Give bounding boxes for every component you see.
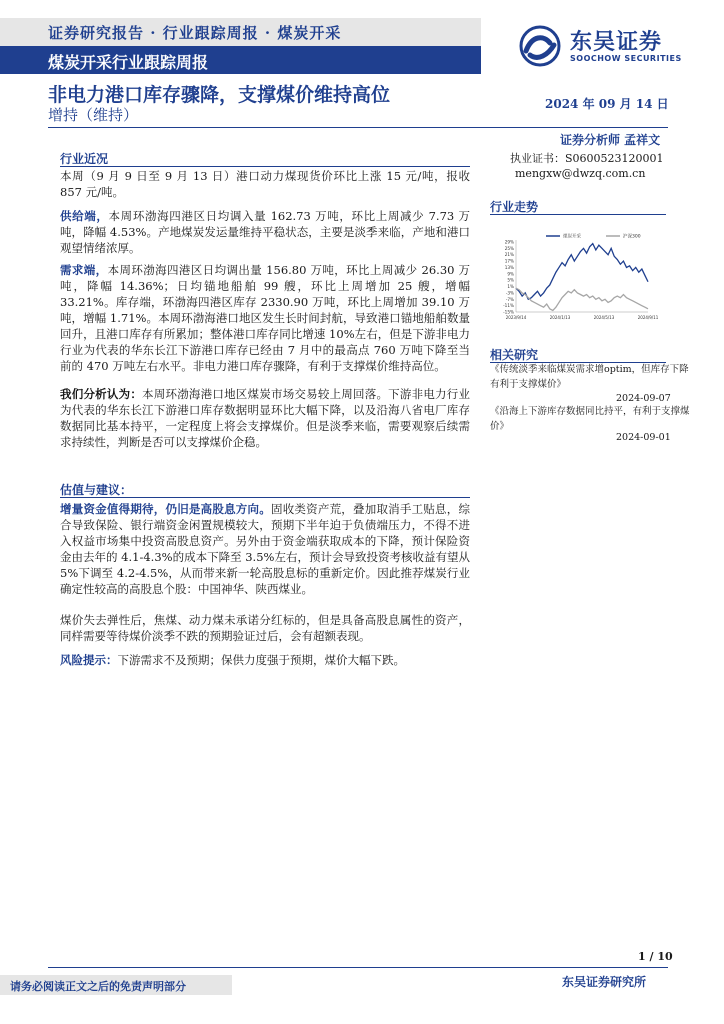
rating: 增持（维持）	[48, 106, 139, 124]
analysis-paragraph	[60, 386, 470, 450]
y-tick-label: 13%	[504, 264, 514, 270]
y-tick-label: -11%	[503, 303, 514, 309]
legend-label: 煤炭开采	[563, 234, 581, 240]
demand-text: 本周环渤海四港区日均调出量 156.80 万吨，环比上周减少 26.30 万吨，降幅 14.36%；日均锚地船舶 99 艘，环比上周增加 25 艘，增幅 33.21%。库存端，环渤海四港区库存 2330.90 万吨，环比上周增加 39.10 万吨，增幅 1.71%。本周环渤海港口地区发生长时间封航，导致港口锚地船舶数量回升，且港口库存有所累加；整体港口库存同比增速 10%左右，但是下游非电力行业为代表的华东长江下游港口库存已经由 7 月中的最高点 760 万吨下降至当前的 470 万吨左右水平。非电力港口库存骤降，有利于支撑煤价维持高位。	[60, 263, 470, 373]
valuation-lead: 增量资金值得期待，仍旧是高股息方向。	[60, 502, 271, 516]
series-line-coal	[516, 244, 648, 300]
series-line-hs300	[516, 288, 648, 310]
x-tick-label: 2023/9/14	[505, 315, 527, 320]
y-tick-label: -15%	[503, 309, 514, 315]
header-report-type: 煤炭开采行业跟踪周报	[48, 53, 209, 72]
analysis-lead: 我们分析认为：	[60, 387, 143, 401]
chart-legend	[546, 233, 641, 240]
overview-divider	[60, 166, 470, 167]
report-title: 非电力港口库存骤降，支撑煤价维持高位	[48, 84, 391, 106]
report-date: 2024 年 09 月 14 日	[545, 97, 669, 111]
brand-name-en: SOOCHOW SECURITIES	[570, 54, 682, 63]
valuation-paragraph	[60, 501, 470, 597]
valuation-text-2: 煤价失去弹性后，焦煤、动力煤未承诺分红标的，但是具备高股息属性的资产，同样需要等待煤价淡季不跌的预期验证过后，会有超额表现。	[60, 613, 470, 643]
y-axis	[503, 240, 514, 315]
overview-paragraph	[60, 168, 470, 200]
analyst-name: 证券分析师 孟祥文	[560, 133, 661, 147]
brand-logo	[518, 25, 698, 67]
demand-paragraph	[60, 262, 470, 374]
overview-text: 本周（9 月 9 日至 9 月 13 日）港口动力煤现货价环比上涨 15 元/吨，报收 857 元/吨。	[60, 169, 470, 199]
y-tick-label: -3%	[505, 290, 514, 296]
y-tick-label: 17%	[504, 258, 514, 264]
supply-text: 本周环渤海四港区日均调入量 162.73 万吨，环比上周减少 7.73 万吨，降幅 4.53%。产地煤炭发运量维持平稳状态，主要是淡季来临，产地和港口观望情绪浓厚。	[60, 209, 471, 255]
analyst-email[interactable]: mengxw@dwzq.com.cn	[515, 167, 646, 180]
y-tick-label: 1%	[507, 284, 514, 290]
related-item-date: 2024-09-01	[616, 432, 671, 443]
legend-label: 沪深300	[623, 234, 641, 240]
y-tick-label: 29%	[504, 239, 514, 245]
related-item[interactable]	[490, 404, 690, 434]
footer-divider	[48, 967, 668, 968]
analysis-text: 本周环渤海港口地区煤炭市场交易较上周回落。下游非电力行业为代表的华东长江下游港口库存数据明显环比大幅下降，以及沿海八省电厂库存数据同比基本持平，一定程度上将会支撑煤价。但是淡季来临，需要观察后续需求持续性，判断是否可以支撑煤价企稳。	[60, 387, 470, 449]
related-item[interactable]	[490, 362, 690, 392]
trend-divider	[490, 214, 666, 215]
related-item-date: 2024-09-07	[616, 393, 671, 404]
y-tick-label: 21%	[504, 252, 514, 258]
footer-disclaimer[interactable]: 请务必阅读正文之后的免责声明部分	[10, 980, 186, 993]
y-tick-label: -7%	[505, 296, 514, 302]
related-item-title[interactable]: 《沿海上下游库存数据同比持平，有利于支撑煤价》	[490, 406, 690, 432]
header-category-band	[0, 18, 481, 46]
valuation-paragraph-2	[60, 612, 470, 644]
brand-mark-icon	[518, 25, 562, 67]
trend-title: 行业走势	[490, 200, 539, 214]
page-number: 1 / 10	[638, 950, 673, 963]
y-tick-label: 9%	[507, 271, 514, 277]
risk-lead: 风险提示：	[60, 653, 118, 667]
x-tick-label: 2024/5/13	[593, 315, 615, 320]
supply-paragraph	[60, 208, 470, 256]
related-item-title[interactable]: 《传统淡季来临煤炭需求增optim，但库存下降有利于支撑煤价》	[490, 364, 689, 390]
supply-lead: 供给端，	[60, 209, 109, 223]
valuation-title: 估值与建议：	[60, 483, 133, 497]
footer-disclaimer-band	[0, 975, 232, 995]
header-category: 证券研究报告 · 行业跟踪周报 · 煤炭开采	[48, 24, 342, 42]
y-tick-label: 5%	[507, 277, 514, 283]
risk-text: 下游需求不及预期；保供力度强于预期，煤价大幅下跌。	[117, 653, 405, 667]
analyst-cert: 执业证书：S0600523120001	[510, 152, 664, 165]
title-divider	[48, 127, 668, 128]
x-tick-label: 2024/9/11	[637, 315, 659, 320]
x-axis	[506, 315, 659, 320]
trend-chart	[488, 232, 660, 324]
x-tick-label: 2024/1/13	[549, 315, 571, 320]
footer-institute: 东吴证券研究所	[562, 975, 647, 989]
brand-name-cn: 东吴证券	[570, 30, 663, 55]
chart-series	[516, 244, 648, 311]
risk-paragraph	[60, 652, 470, 668]
trend-chart-svg	[488, 232, 660, 324]
demand-lead: 需求端，	[60, 263, 108, 277]
overview-title: 行业近况	[60, 152, 109, 166]
related-title: 相关研究	[490, 348, 539, 362]
valuation-divider	[60, 497, 470, 498]
y-tick-label: 25%	[504, 245, 514, 251]
valuation-text: 固收类资产荒，叠加取消手工贴息，综合导致保险、银行端资金闲置规模较大，预期下半年迫于负债端压力，不得不进入权益市场集中投资高股息资产。另外由于资金端获取成本的下降，预计保险资金由去年的 4.1-4.3%的成本下降至 3.5%左右，预计会导致投资考核收益有望从 5%下调至 4.2-4.5%，从而带来新一轮高股息标的重新定价。因此推荐煤炭行业确定性较高的高股息个股：中国神华、陕西煤业。	[60, 502, 470, 596]
header-report-type-band	[0, 46, 481, 74]
